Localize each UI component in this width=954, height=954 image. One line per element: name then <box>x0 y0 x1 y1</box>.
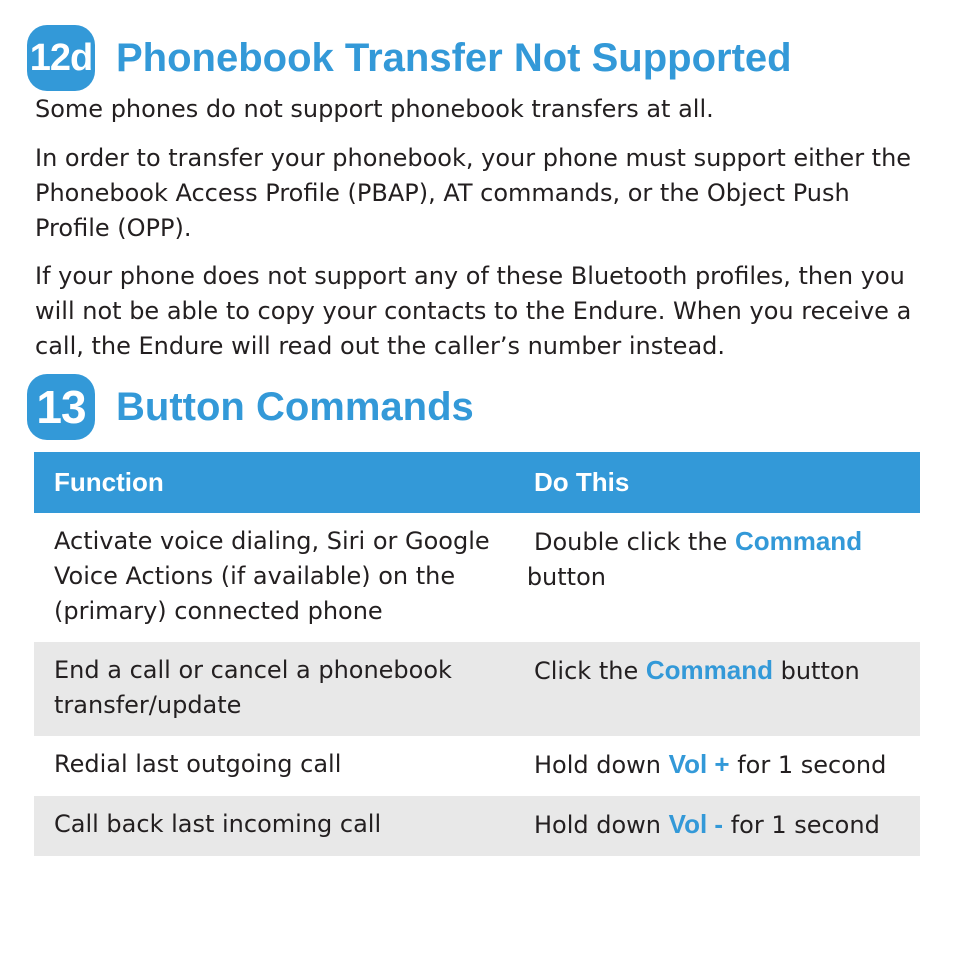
action-text: for 1 second <box>729 751 887 779</box>
action-text: Hold down <box>534 811 669 839</box>
table-row <box>34 513 920 642</box>
table-row <box>34 642 920 736</box>
action-cell <box>514 642 920 736</box>
section-badge: 13 <box>27 374 95 440</box>
function-cell: Activate voice dialing, Siri or Google Voice Actions (if available) on the (primary) connected phone <box>54 527 490 625</box>
section-title: Phonebook Transfer Not Supported <box>116 35 792 80</box>
function-cell: End a call or cancel a phonebook transfer/update <box>34 642 514 736</box>
button-name: Command <box>645 655 773 685</box>
table-row <box>34 736 920 796</box>
column-header-do-this: Do This <box>514 452 920 513</box>
action-cell <box>514 513 920 642</box>
table-row <box>34 796 920 856</box>
section-13-header <box>27 374 474 440</box>
action-text: button <box>772 657 860 685</box>
function-cell: Redial last outgoing call <box>54 750 342 778</box>
section-12d-header <box>27 25 792 91</box>
action-cell <box>514 736 920 796</box>
section-badge: 12d <box>27 25 95 91</box>
function-cell: Call back last incoming call <box>34 796 514 856</box>
action-text: Click the <box>534 657 646 685</box>
button-name: Command <box>734 526 863 556</box>
action-text: for 1 second <box>723 811 880 839</box>
section-title: Button Commands <box>116 384 474 429</box>
action-text: Double click the <box>534 528 735 556</box>
action-text: Hold down <box>534 751 669 779</box>
column-header-function: Function <box>34 452 514 513</box>
paragraph: In order to transfer your phonebook, your phone must support either the Phonebook Access Profile (PBAP), AT commands, or the Object Push Profile (OPP). <box>35 144 912 242</box>
paragraph: If your phone does not support any of these Bluetooth profiles, then you will not be able to copy your contacts to the Endure. When you receive a call, the Endure will read out the caller’s number instead. <box>35 262 912 360</box>
button-commands-table <box>34 452 920 856</box>
button-name: Vol - <box>668 809 724 839</box>
table-header-row <box>34 452 920 513</box>
action-text: button <box>526 563 606 591</box>
action-cell <box>514 796 920 856</box>
paragraph: Some phones do not support phonebook transfers at all. <box>35 95 714 123</box>
button-name: Vol + <box>668 749 730 779</box>
